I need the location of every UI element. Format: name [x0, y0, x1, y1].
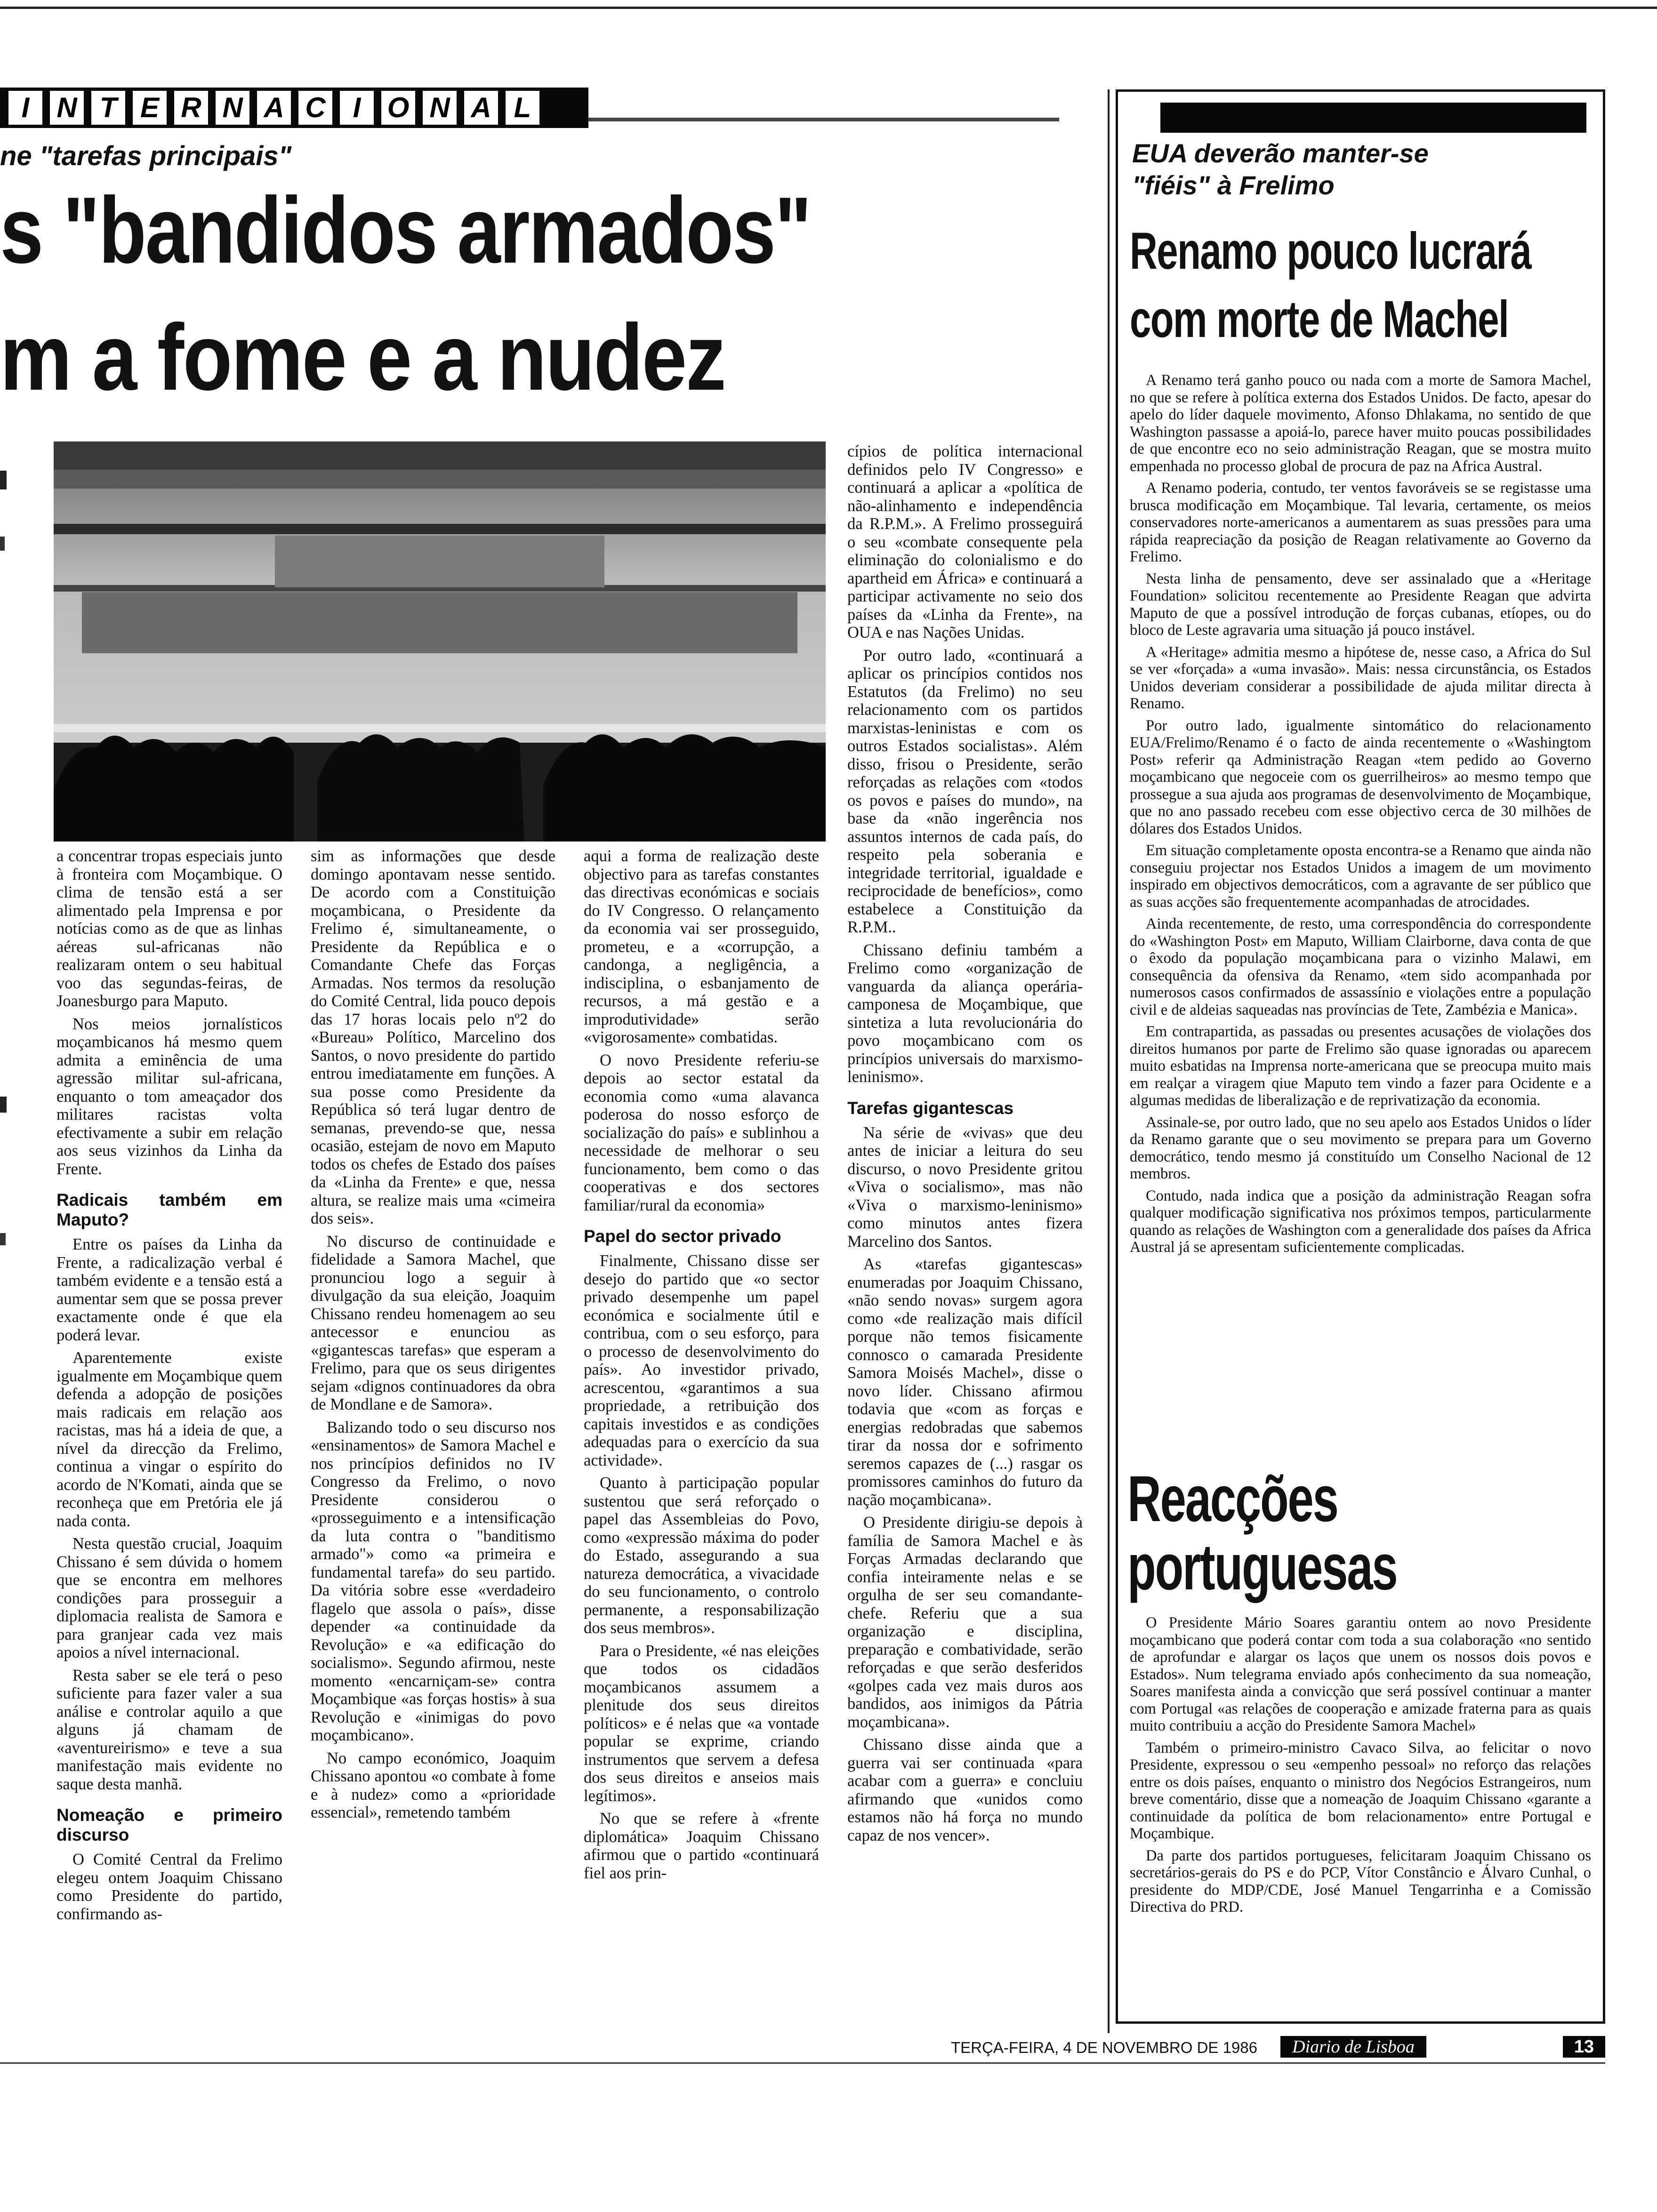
- section-bar-fade: [588, 118, 1059, 121]
- col1-subhead: Radicais também em Maputo?: [56, 1190, 282, 1229]
- column-2: [311, 847, 555, 2033]
- section-letter: N: [50, 91, 84, 125]
- margin-mark: [0, 1097, 7, 1113]
- sidebar-paragraph: Por outro lado, igualmente sintomático do relacionamento EUA/Frelimo/Renamo é o facto de ainda recentemente o «Washingtom Post» referir qa Administração Reagan «tem pedido ao Governo moçambicano que negoceie com os guerrilheiros» ao mesmo tempo que prossegue a sua ajuda aos programas de desenvolvimento de Moçambique, que no ano passado recebeu com esse objectivo cerca de 30 milhões de dólares dos Estados Unidos.: [1130, 717, 1591, 837]
- section-letter: L: [506, 91, 539, 125]
- photo-assembly: [54, 441, 826, 842]
- bottom-rule: [0, 2062, 1605, 2064]
- column-3: [584, 847, 819, 2033]
- masthead-logo: [1280, 2036, 1426, 2058]
- margin-mark: [0, 1233, 6, 1245]
- col1-paragraph: O Comité Central da Frelimo elegeu ontem Joaquim Chissano como Presidente do partido, confirmando as-: [56, 1851, 282, 1923]
- col2-paragraph: No campo económico, Joaquim Chissano apontou «o combate à fome e à nudez» como a «prioridade essencial», remetendo também: [311, 1749, 555, 1821]
- sidebar-top-bar: [1160, 103, 1586, 133]
- sidebar-paragraph: A «Heritage» admitia mesmo a hipótese de, nesse caso, a Africa do Sul se ver «forçada» a «uma invasão». Mais: nessa circunstância, os Estados Unidos deveriam considerar a possibilidade de ajuda militar directa à Renamo.: [1130, 643, 1591, 712]
- sidebar-paragraph: Em situação completamente oposta encontra-se a Renamo que ainda não conseguiu projectar nos Estados Unidos a imagem de um movimento inspirado em objectivos democráticos, com a agravante de ser público que as suas acções são frequentemente acompanhadas de atrocidades.: [1130, 842, 1591, 911]
- section-letter: I: [340, 91, 374, 125]
- footer-date: TERÇA-FEIRA, 4 DE NOVEMBRO DE 1986: [951, 2039, 1257, 2056]
- col3-paragraph: Finalmente, Chissano disse ser desejo do partido que «o sector privado desempenhe um papel económica e socialmente útil e contribua, com o seu esforço, para o processo de desenvolvimento do país». Ao investidor privado, acrescentou, «garantimos a sua propriedade, a retribuição dos capitais investidos e as condições adequadas para o exercício da sua actividade».: [584, 1252, 819, 1469]
- col1-paragraph: Nos meios jornalísticos moçambicanos há mesmo quem admita a eminência de uma agressão militar sul-africana, enquanto o tom ameaçador dos militares racistas volta efectivamente a subir em relação aos seus vizinhos da Linha da Frente.: [56, 1015, 282, 1178]
- page-number: [1563, 2036, 1605, 2058]
- reaccoes-article: [1130, 1614, 1591, 2019]
- col3-paragraph: O novo Presidente referiu-se depois ao sector estatal da economia como «uma alavanca poderosa do nosso esforço de socialização do país» e sublinhou a necessidade de melhorar o seu funcionamento, bem como o das cooperativas e dos sectores familiar/rural da economia»: [584, 1051, 819, 1214]
- section-letter: R: [174, 91, 208, 125]
- sidebar-paragraph: A Renamo terá ganho pouco ou nada com a morte de Samora Machel, no que se refere à política externa dos Estados Unidos. De facto, apesar do apelo do líder daquele movimento, Afonso Dhlakama, no sentido de que Washington passasse a apoiá-lo, parece haver muito poucas possibilidades de que encontre eco no seio administração Reagan, que se mostra muito empenhada no processo global de procura de paz na Africa Austral.: [1130, 372, 1591, 475]
- section-letter: C: [298, 91, 332, 125]
- sidebar-kicker-line2: "fiéis" à Frelimo: [1132, 170, 1335, 200]
- col3-paragraph: No que se refere à «frente diplomática» Joaquim Chissano afirmou que o partido «continuará fiel aos prin-: [584, 1810, 819, 1882]
- col4-paragraph: O Presidente dirigiu-se depois à família de Samora Machel e às Forças Armadas declarando que confia inteiramente nelas e se orgulha de ser seu comandante-chefe. Referiu que a sua organização e disciplina, preparação e combatividade, serão reforçadas e que serão desferidos «golpes cada vez mais duros aos bandidos, aos inimigos da Pátria moçambicana».: [847, 1514, 1083, 1731]
- section-letter: T: [91, 91, 125, 125]
- photo-graphic: [54, 441, 826, 842]
- sidebar-headline-line2: com morte de Machel: [1130, 290, 1509, 348]
- top-rule: [0, 7, 1657, 9]
- col4-subhead: Tarefas gigantescas: [847, 1098, 1014, 1118]
- sidebar-paragraph: Ainda recentemente, de resto, uma correspondência do correspondente do «Washington Post» em Maputo, William Clairborne, dava conta de que o êxodo da população moçambicana para o vizinho Malawi, em consequência da ofensiva da Renamo, «tem sido acompanhada por numerosos casos confirmados de assassínio e violações entre a população civil e de aldeias saqueadas nas províncias de Tete, Zambézia e Manica».: [1130, 915, 1591, 1018]
- col4-paragraph: Chissano disse ainda que a guerra vai ser continuada «para acabar com a guerra» e concluiu afirmando que «unidos como estamos não há força no mundo capaz de nos vencer».: [847, 1736, 1083, 1844]
- sidebar-article: [1130, 372, 1591, 1473]
- col4-paragraph: As «tarefas gigantescas» enumeradas por Joaquim Chissano, «não sendo novas» surgem agora como «de realização mais difícil porque não temos fisicamente connosco o camarada Presidente Samora Moisés Machel», disse o novo líder. Chissano afirmou todavia que «com as forças e energias redobradas que sabemos tirar da nossa dor e sofrimento seremos capazes de (...) rasgar os promissores caminhos do futuro da nação moçambicana».: [847, 1255, 1083, 1509]
- section-letter: E: [133, 91, 167, 125]
- sidebar-paragraph: Nesta linha de pensamento, deve ser assinalado que a «Heritage Foundation» solicitou recentemente ao Presidente Reagan que advirta Maputo de que a possível introdução de forças cubanas, etíopes, ou do bloco de Leste agravaria uma situação já pouco instável.: [1130, 570, 1591, 639]
- col1-paragraph: Resta saber se ele terá o peso suficiente para fazer valer a sua análise e controlar aquilo a que alguns já chamam de «aventureirismo» e teve a sua manifestação mais evidente no saque desta manhã.: [56, 1666, 282, 1793]
- masthead-text: Diario de Lisboa: [1292, 2037, 1415, 2057]
- col2-paragraph: sim as informações que desde domingo apontavam nesse sentido. De acordo com a Constituição moçambicana, o Presidente da Frelimo é, simultaneamente, o Presidente da República e o Comandante Chefe das Forças Armadas. Nos termos da resolução do Comité Central, lida pouco depois das 17 horas locais pelo nº2 do «Bureau» Político, Marcelino dos Santos, o novo presidente do partido entrou imediatamente em funções. A sua posse como Presidente da República só terá lugar dentro de semanas, prevendo-se que, nessa ocasião, estejam de novo em Maputo todos os chefes de Estado dos países da «Linha da Frente» e que, nessa altura, se realize mais uma «cimeira dos seis».: [311, 847, 555, 1227]
- section-letter: N: [216, 91, 249, 125]
- col4-paragraph: Na série de «vivas» que deu antes de iniciar a leitura do seu discurso, o novo Presidente gritou «Viva o socialismo», mas não «Viva o marxismo-leninismo» como minutos antes fizera Marcelino dos Santos.: [847, 1123, 1083, 1250]
- col3-subhead: Papel do sector privado: [584, 1226, 781, 1246]
- margin-mark: [0, 537, 5, 551]
- reaccoes-paragraph: Da parte dos partidos portugueses, felicitaram Joaquim Chissano os secretários-gerais do PS e do PCP, Vítor Constâncio e Álvaro Cunhal, o presidente do MDP/CDE, José Manuel Tengarrinha e a Comissão Directiva do PRD.: [1130, 1847, 1591, 1915]
- col4-paragraph: Por outro lado, «continuará a aplicar os princípios contidos nos Estatutos (da Frelimo) no seu relacionamento com os partidos marxistas-leninistas e com os outros Estados socialistas». Além disso, frisou o Presidente, serão reforçadas as relações com «todos os povos e países do mundo», na base da «não ingerência nos assuntos internos de cada país, do respeito pela soberania e integridade territorial, igualdade e reciprocidade de benefícios», como estabelece a Constituição da R.P.M..: [847, 646, 1083, 936]
- sidebar-paragraph: A Renamo poderia, contudo, ter ventos favoráveis se se registasse uma brusca modificação em Moçambique. Tal levaria, certamente, os meios conservadores norte-americanos a aumentarem as suas pressões para uma rápida reapreciação da posição de Reagan relativamente ao Governo da Frelimo.: [1130, 480, 1591, 565]
- col1-subhead: Nomeação e primeiro discurso: [56, 1805, 282, 1844]
- col1-paragraph: Entre os países da Linha da Frente, a radicalização verbal é também evidente e a tensão está a aumentar sem que se possa prever exactamente onde é que ela poderá levar.: [56, 1235, 282, 1344]
- col1-paragraph: Aparentemente existe igualmente em Moçambique quem defenda a adopção de posições mais radicais em relação aos racistas, mas há a ideia de que, a nível da direcção da Frelimo, continua a vingar o espírito do acordo de N'Komati, ainda que se reconheça que em Pretória ele já nada conta.: [56, 1349, 282, 1530]
- section-letter: N: [423, 91, 457, 125]
- col2-paragraph: No discurso de continuidade e fidelidade a Samora Machel, que pronunciou logo a seguir à divulgação da sua eleição, Joaquim Chissano rendeu homenagem ao seu antecessor e enunciou as «gigantescas tarefas» que esperam a Frelimo, para que os seus dirigentes sejam «dignos continuadores da obra de Mondlane e de Samora».: [311, 1232, 555, 1413]
- margin-mark: [0, 471, 7, 489]
- section-label: [8, 91, 547, 125]
- col3-paragraph: Quanto à participação popular sustentou que será reforçado o papel das Assembleias do Povo, como «expressão máxima do poder do Estado, assegurando a sua natureza democrática, a vivacidade do seu funcionamento, o controlo permanente, a responsabilização dos seus membros».: [584, 1474, 819, 1637]
- reaccoes-headline-line1: Reacções: [1127, 1463, 1338, 1535]
- sidebar-kicker-line1: EUA deverão manter-se: [1132, 138, 1429, 168]
- section-letter: O: [381, 91, 415, 125]
- column-1: [56, 847, 282, 2033]
- reaccoes-paragraph: O Presidente Mário Soares garantiu ontem ao novo Presidente moçambicano que poderá contar com toda a sua colaboração «no sentido de aprofundar e alargar os laços que unem os nossos dois povos e Estados». Num telegrama enviado após conhecimento da sua nomeação, Soares manifesta ainda a convicção que será possível continuar a manter com Portugal «as relações de cooperação e amizade fraterna para as quais muito contribuiu a acção do Presidente Samora Machel»: [1130, 1614, 1591, 1734]
- col4-paragraph: cípios de política internacional definidos pelo IV Congresso» e continuará a aplicar a «política de não-alinhamento e independência da R.P.M.». A Frelimo prosseguirá o seu «combate consequente pela eliminação do colonialismo e do apartheid em África» e continuará a participar activamente no seio dos países da «Linha da Frente», na OUA e nas Nações Unidas.: [847, 442, 1083, 641]
- section-letter: A: [464, 91, 498, 125]
- column-rule: [1108, 89, 1110, 2033]
- reaccoes-headline-line2: portuguesas: [1127, 1531, 1397, 1603]
- col2-paragraph: Balizando todo o seu discurso nos «ensinamentos» de Samora Machel e nos princípios definidos no IV Congresso da Frelimo, o novo Presidente considerou o «prosseguimento e a intensificação da luta contra o "banditismo armado"» como «a primeira e fundamental tarefa» do seu partido. Da vitória sobre esse «verdadeiro flagelo que assola o país», disse depender «a continuidade da Revolução» e «a edificação do socialismo». Segundo afirmou, neste momento «encarniçam-se» contra Moçambique «as forças hostis» à sua Revolução e «inimigas do povo moçambicano».: [311, 1418, 555, 1744]
- col3-paragraph: Para o Presidente, «é nas eleições que todos os cidadãos moçambicanos assumem a plenitude dos seus direitos políticos» e é nelas que «a vontade popular se exprime, criando instrumentos que servem a defesa dos seus direitos e anseios mais legítimos».: [584, 1642, 819, 1805]
- sidebar-kicker: [1132, 137, 1556, 201]
- col1-paragraph: a concentrar tropas especiais junto à fronteira com Moçambique. O clima de tensão está a ser alimentado pela Imprensa e por notícias como as de que as linhas aéreas sul-africanas não realizaram ontem o seu habitual voo das segundas-feiras, de Joanesburgo para Maputo.: [56, 847, 282, 1010]
- main-headline-line1: s "bandidos armados": [0, 178, 811, 283]
- reaccoes-paragraph: Também o primeiro-ministro Cavaco Silva, ao felicitar o novo Presidente, expressou o seu «empenho pessoal» no reforço das relações entre os dois países, enquanto o ministro dos Negócios Estrangeiros, num breve comentário, disse que a nomeação de Joaquim Chissano «garante a continuidade da política de bom relacionamento» entre Portugal e Moçambique.: [1130, 1739, 1591, 1842]
- column-4: [847, 442, 1083, 2038]
- col4-paragraph: Chissano definiu também a Frelimo como «organização de vanguarda da aliança operária-camponesa de Moçambique, que sintetiza a luta revolucionária do povo moçambicano com os princípios universais do marxismo-leninismo».: [847, 941, 1083, 1086]
- main-headline-line2: m a fome e a nudez: [0, 305, 725, 410]
- col1-paragraph: Nesta questão crucial, Joaquim Chissano é sem dúvida o homem que se encontra em melhores condições para prosseguir a diplomacia realista de Samora e para granjear cada vez mais apoios a nível internacional.: [56, 1535, 282, 1661]
- sidebar-paragraph: Contudo, nada indica que a posição da administração Reagan sofra qualquer modificação significativa nos próximos tempos, particularmente quando as relações de Washington com a generalidade dos países da Africa Austral já se apresentam suficientemente complicadas.: [1130, 1187, 1591, 1256]
- section-letter: I: [8, 91, 42, 125]
- sidebar-paragraph: Assinale-se, por outro lado, que no seu apelo aos Estados Unidos o líder da Renamo garante que o seu movimento se prepara para um Governo democrático, tendo mesmo já constituído um Conselho Nacional de 12 membros.: [1130, 1114, 1591, 1182]
- col3-paragraph: aqui a forma de realização deste objectivo para as tarefas constantes das directivas económicas e sociais do IV Congresso. O relançamento da economia vai ser prosseguido, prometeu, e a «corrupção, a candonga, a negligência, a indisciplina, o esbanjamento de recursos, a má gestão e a improdutividade» serão «vigorosamente» combatidas.: [584, 847, 819, 1046]
- main-kicker: ne "tarefas principais": [0, 141, 292, 171]
- sidebar-paragraph: Em contrapartida, as passadas ou presentes acusações de violações dos direitos humanos por parte de Frelimo são quase ignoradas ou aparecem muito esbatidas na Imprensa norte-americana que se preocupa muito mais em realçar a viragem qiue Maputo tem vindo a fazer para Ocidente e a algumas medidas de liberalização e de reprivatização da economia.: [1130, 1023, 1591, 1109]
- sidebar-headline-line1: Renamo pouco lucrará: [1130, 222, 1531, 280]
- page-number-text: 13: [1574, 2037, 1594, 2057]
- section-letter: A: [257, 91, 291, 125]
